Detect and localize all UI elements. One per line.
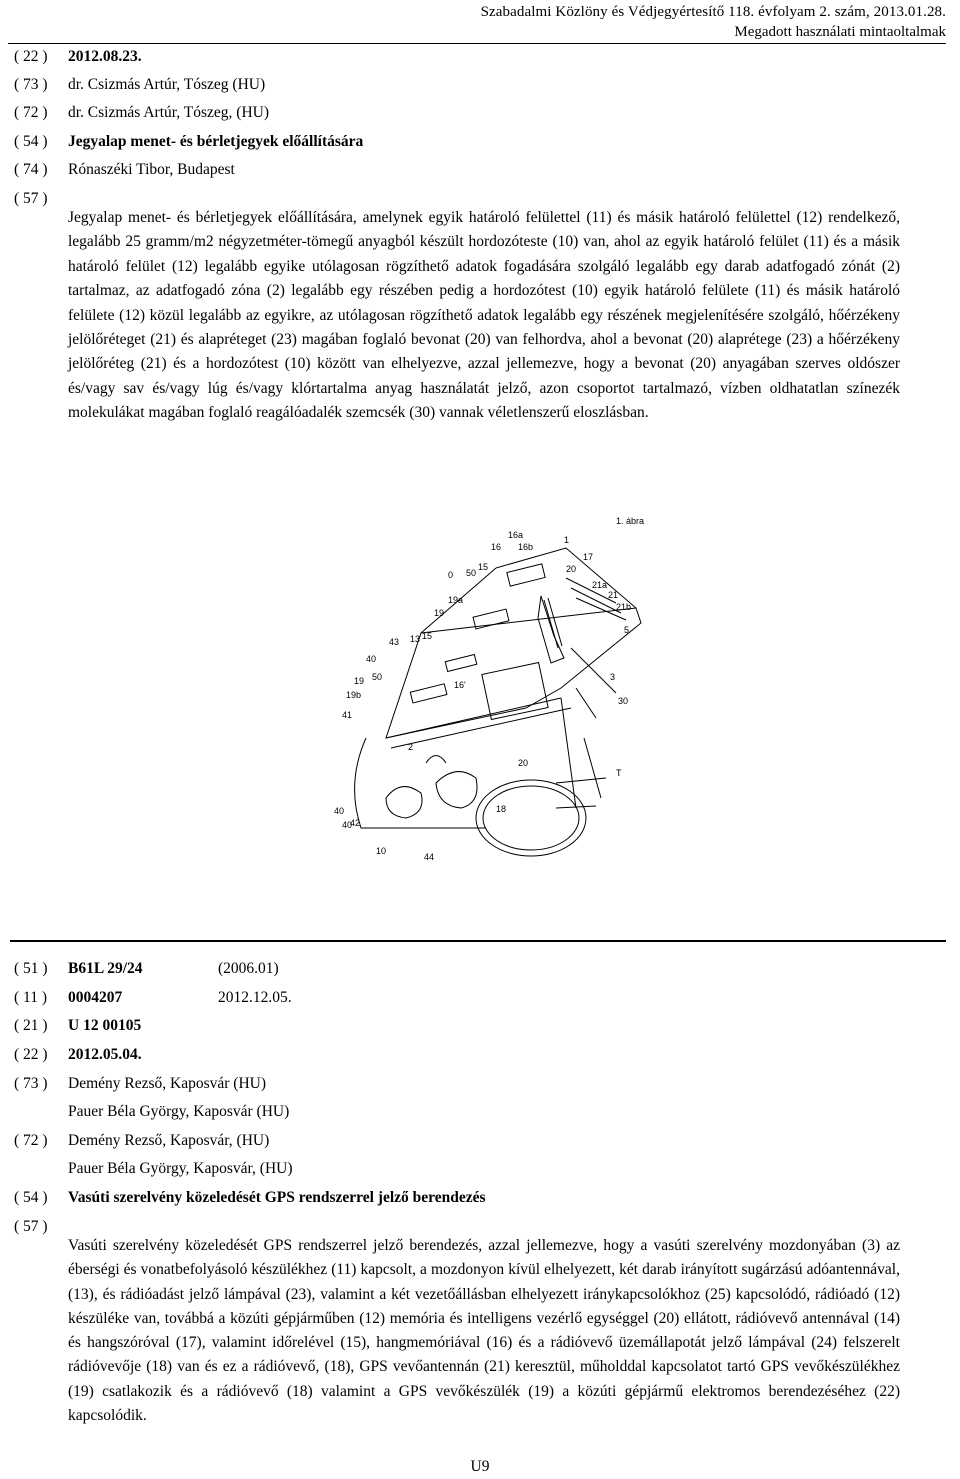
inventor-2: Pauer Béla György, Kaposvár, (HU)	[68, 1160, 293, 1177]
figure-label: 19	[434, 608, 445, 618]
figure-label: 2	[408, 742, 414, 752]
figure-label: 13	[410, 634, 421, 644]
sheet-outline	[386, 608, 641, 738]
invention-title: Jegyalap menet- és bérletjegyek előállítására	[68, 133, 364, 150]
figure-label: 21	[608, 590, 619, 600]
barcode-zone	[507, 564, 545, 586]
figure-label: 30	[618, 696, 629, 706]
field-code-54: ( 54 )	[14, 133, 48, 150]
representative: Rónaszéki Tibor, Budapest	[68, 161, 235, 178]
figure-label: 43	[389, 637, 400, 647]
figure-label: 50	[372, 672, 383, 682]
data-zone-3	[410, 684, 447, 703]
owner-1: Demény Rezső, Kaposvár (HU)	[68, 1075, 266, 1092]
patent-drawing	[326, 508, 656, 878]
figure-label: 5	[624, 625, 630, 635]
figure-label: 40	[342, 820, 353, 830]
print-area-2	[436, 772, 477, 808]
inventor-1: Demény Rezső, Kaposvár, (HU)	[68, 1132, 270, 1149]
data-zone-4	[482, 662, 548, 719]
figure-label: 1	[564, 535, 570, 545]
page-header	[0, 0, 960, 44]
page-number: U9	[470, 1458, 490, 1475]
field-code-72: ( 72 )	[14, 104, 48, 121]
figure-label: 40	[334, 806, 345, 816]
field-code-11: ( 11 )	[14, 989, 47, 1006]
field-code-21: ( 21 )	[14, 1017, 48, 1034]
print-area-1	[386, 787, 422, 818]
owner-2: Pauer Béla György, Kaposvár (HU)	[68, 1103, 290, 1120]
field-code-57: ( 57 )	[14, 190, 48, 207]
figure-label: 19a	[448, 595, 464, 605]
application-number: U 12 00105	[68, 1017, 142, 1034]
figure-label: 41	[342, 710, 353, 720]
data-zone-2	[445, 655, 477, 672]
abstract-text: Jegyalap menet- és bérletjegyek előállítására, amelynek egyik határoló felülettel (11) és másik határoló felülettel (12) rendelkező, legalább 25 gramm/m2 négyzetméter-tömegű anyagból készült hordozóteste (10) van, ahol az egyik határoló felület (11) és a másik határoló felület (12) legalább egyike utólagosan rögzíthető adatok fogadására szolgáló legalább egy darab adatfogadó zónát (2) tartalmaz, az adatfogadó zóna (2) legalább egy részében pedig a hordozótest (10) egyik határoló felülete (11) és másik határoló felülete (12) közül legalább az egyikre, az utólagosan rögzíthető adatok legalább egy részének megjelenítésére szolgáló, hőérzékeny jelölőréteget (21) és alapréteget (23) magában foglaló bevonat (20) van felhordva, ahol a bevonat (20) alaprétege (23) a hőérzékeny jelölőréteg (21) és a hordozótest (10) között van elhelyezve, azzal jellemezve, hogy a bevonat (20) anyagában szerves oldószer és/vagy sav és/vagy lúg és/vagy klórtartalma anyag használatát jelző, azon csoportot tartalmazó, vízben oldhatatlan színezék molekulákat magában foglaló reagálóadalék szemcsék (30) vannak véletlenszerű eloszlásban.	[68, 209, 900, 422]
inventor: dr. Csizmás Artúr, Tószeg, (HU)	[68, 104, 269, 121]
roll-body	[355, 738, 486, 828]
field-code-73: ( 73 )	[14, 76, 48, 93]
figure-label: 15	[478, 562, 489, 572]
ipc-class: B61L 29/24	[68, 960, 143, 977]
journal-title: Szabadalmi Közlöny és Védjegyértesítő 118. évfolyam 2. szám, 2013.01.28.	[480, 4, 946, 20]
figure-label: T	[616, 768, 622, 778]
figure-label: 17	[583, 552, 594, 562]
figure-caption: 1. ábra	[616, 516, 645, 526]
figure-label: 16b	[518, 542, 534, 552]
field-code-22: ( 22 )	[14, 1046, 48, 1063]
filing-date: 2012.08.23.	[68, 48, 142, 65]
figure-label: 16'	[454, 680, 466, 690]
figure-label: 42	[350, 818, 361, 828]
field-code-54: ( 54 )	[14, 1189, 48, 1206]
figure-label: 44	[424, 852, 435, 862]
strip	[538, 596, 564, 663]
figure-label: 3	[610, 672, 616, 682]
figure-label: 0	[448, 570, 454, 580]
figure-label: 50	[466, 568, 477, 578]
figure-label: 10	[376, 846, 387, 856]
ipc-version: (2006.01)	[218, 960, 279, 977]
figure-label: 15	[422, 631, 433, 641]
field-code-57: ( 57 )	[14, 1218, 48, 1235]
figure-label: 20	[566, 564, 577, 574]
owner: dr. Csizmás Artúr, Tószeg (HU)	[68, 76, 266, 93]
header-rule	[8, 43, 946, 44]
registration-date: 2012.12.05.	[218, 989, 292, 1006]
figure-label: 16	[491, 542, 502, 552]
invention-title: Vasúti szerelvény közeledését GPS rendszerrel jelző berendezés	[68, 1189, 486, 1206]
figure-label: 19b	[346, 690, 362, 700]
figure-label: 21b	[616, 602, 632, 612]
figure-label: 16a	[508, 530, 524, 540]
figure-label: 40	[366, 654, 377, 664]
field-code-74: ( 74 )	[14, 161, 48, 178]
field-code-72: ( 72 )	[14, 1132, 48, 1149]
roll-end	[476, 780, 586, 856]
filing-date: 2012.05.04.	[68, 1046, 142, 1063]
field-code-51: ( 51 )	[14, 960, 48, 977]
registration-number: 0004207	[68, 989, 123, 1006]
figure-label: 21a	[592, 580, 608, 590]
entry-divider	[10, 940, 946, 942]
figure-label: 18	[496, 804, 507, 814]
figure-label: 19	[354, 676, 365, 686]
section-title: Megadott használati mintaoltalmak	[734, 24, 946, 40]
field-code-22: ( 22 )	[14, 48, 48, 65]
figure-label: 20	[518, 758, 529, 768]
abstract-text: Vasúti szerelvény közeledését GPS rendszerrel jelző berendezés, azzal jellemezve, hogy a vasúti szerelvény mozdonyában (3) az éberségi és vonatbefolyásoló készülékhez (11) kapcsolt, a mozdonyon kívül elhelyezett, két darab irányított sugárzású adóantennával, (13), és rádióadást jelző lámpával (23), valamint a két vezetőállásban elhelyezett iránykapcsolókhoz (25) kapcsolódó, rádióadó (12) készüléke van, továbbá a közúti gépjárműben (12) memória és intelligens vezérlő egységgel (20) ellátott, rádióvevő antennával (14) és hangszóróval (17), valamint időrelével (15), hangmemóriával (16) és a rádióvevő üzemállapotát jelző lámpával (24) felszerelt rádióvevője (18) van és ez a rádióvevő, (18), GPS vevőantennán (21) keresztül, műholddal kapcsolatot tartó GPS vevőkészülékhez (19) csatlakozik és a rádióvevő (18) valamint a GPS vevőkészülék (19) a közúti gépjármű elektromos berendezéséhez (22) kapcsolódik.	[68, 1237, 900, 1425]
field-code-73: ( 73 )	[14, 1075, 48, 1092]
